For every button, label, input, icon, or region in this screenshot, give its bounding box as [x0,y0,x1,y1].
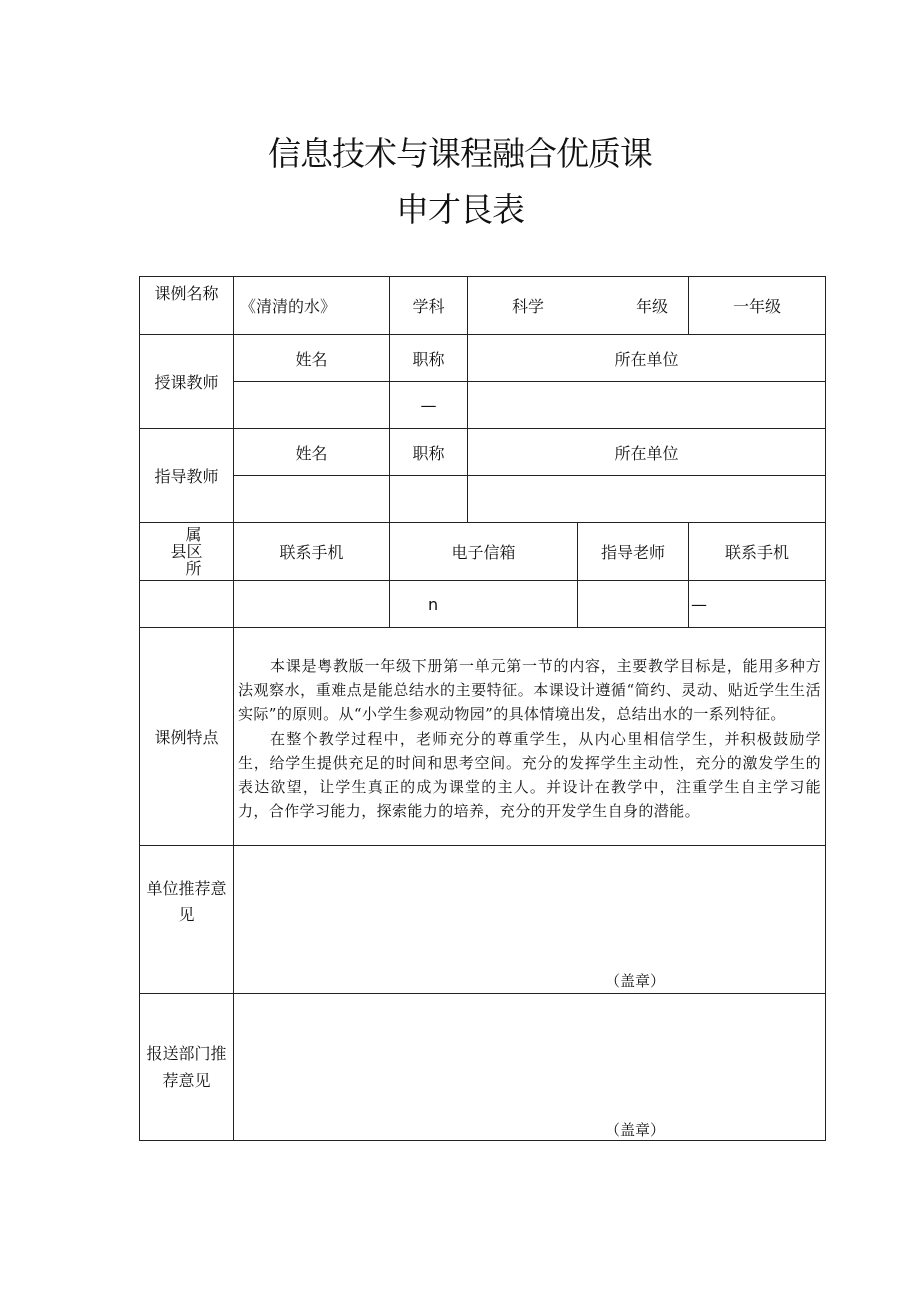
mentor-name-header: 姓名 [234,429,390,476]
form-title-line1: 信息技术与课程融合优质课 [268,134,652,173]
mentor-name-cell [234,476,390,523]
mentor-header: 指导老师 [578,523,689,581]
case-name-value: 《清清的水》 [234,277,390,335]
phone2-value: — [689,581,826,628]
subject-value: 科学 [512,297,545,316]
teacher-title-value: — [390,382,468,429]
form-title-line2: 申才艮表 [396,190,524,229]
mentor-title-cell [390,476,468,523]
subject-label: 学科 [390,277,468,335]
teacher-title-header: 职称 [390,335,468,382]
teacher-unit-header: 所在单位 [468,335,826,382]
mentor-unit-header: 所在单位 [468,429,826,476]
features-paragraph-1: 本课是粤教版一年级下册第一单元第一节的内容，主要教学目标是，能用多种方法观察水，重难点是能总结水的主要特征。本课设计遵循“简约、灵动、贴近学生生活实际”的原则。从“小学生参观动物园”的具体情境出发，总结出水的一系列特征。 [238,657,821,723]
mentor-unit-cell [468,476,826,523]
teacher-name-cell [234,382,390,429]
mentor-value-cell [578,581,689,628]
dept-seal: （盖章） [604,1121,665,1139]
mentor-label: 指导教师 [140,429,234,523]
email-value: n [390,581,578,628]
unit-recommend-label: 单位推荐意见 [140,846,234,994]
phone-header: 联系手机 [234,523,390,581]
dept-recommend-label: 报送部门推荐意见 [140,994,234,1141]
application-form-table [139,276,826,1141]
dept-recommend-cell [234,994,826,1141]
district-label: 属 县区 所 [140,523,234,581]
phone2-header: 联系手机 [689,523,826,581]
features-label: 课例特点 [140,628,234,846]
grade-label: 年级 [635,297,668,316]
district-value-cell [140,581,234,628]
teacher-name-header: 姓名 [234,335,390,382]
features-paragraph-2: 在整个教学过程中，老师充分的尊重学生，从内心里相信学生，并积极鼓励学生，给学生提供充足的时间和思考空间。充分的发挥学生主动性，充分的激发学生的表达欲望，让学生真正的成为课堂的主人。并设计在教学中，注重学生自主学习能力，合作学习能力，探索能力的培养，充分的开发学生自身的潜能。 [238,730,821,820]
mentor-title-header: 职称 [390,429,468,476]
case-name-label: 课例名称 [140,277,234,335]
email-header: 电子信箱 [390,523,578,581]
phone-value-cell [234,581,390,628]
features-text [234,628,826,846]
teacher-unit-cell [468,382,826,429]
teacher-label: 授课教师 [140,335,234,429]
unit-seal: （盖章） [604,972,665,990]
unit-recommend-cell [234,846,826,994]
grade-value: 一年级 [689,277,826,335]
